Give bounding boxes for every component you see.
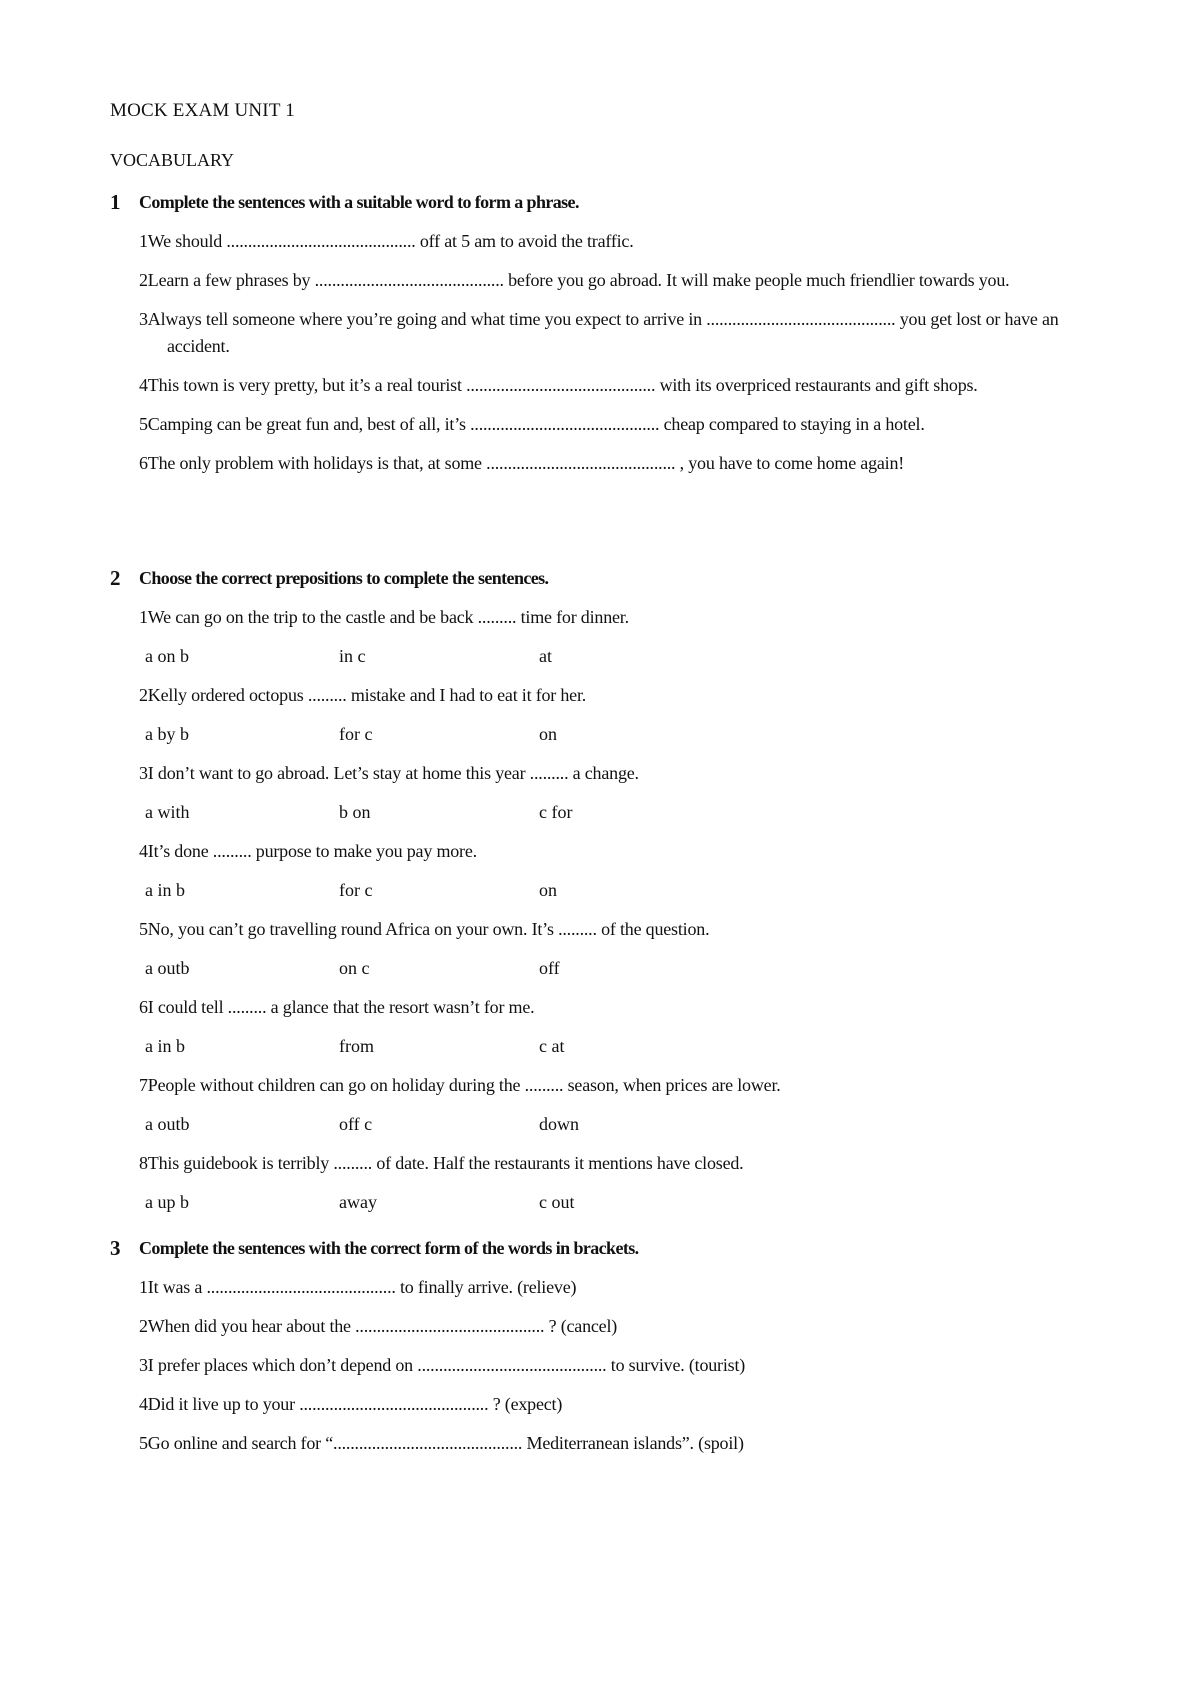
- answer-options: [139, 643, 1110, 670]
- question-item: 7People without children can go on holiday during the ......... season, when prices are lower.: [139, 1075, 781, 1095]
- option-b: away: [339, 1192, 377, 1212]
- question-item: 4This town is very pretty, but it’s a real tourist ............................................ with its overpriced restaurants and gift shops.: [139, 375, 978, 395]
- option-c: c out: [539, 1192, 575, 1212]
- exercise-number: 1: [110, 190, 121, 214]
- question-item: 1We can go on the trip to the castle and be back ......... time for dinner.: [139, 607, 629, 627]
- section-heading-vocabulary: VOCABULARY: [110, 150, 235, 170]
- question-item: 3I prefer places which don’t depend on ............................................ to survive. (tourist): [139, 1355, 746, 1375]
- question-item: 1It was a ............................................ to finally arrive. (relieve): [139, 1277, 577, 1297]
- option-a: a on b: [145, 646, 189, 666]
- option-a: a with: [145, 802, 190, 822]
- exercise-instruction: Complete the sentences with a suitable word to form a phrase.: [139, 192, 579, 212]
- option-c: c at: [539, 1036, 565, 1056]
- exercise-header: [110, 1236, 1110, 1266]
- option-c: c for: [539, 802, 573, 822]
- answer-options: [139, 1111, 1110, 1138]
- option-b: on c: [339, 958, 370, 978]
- question-item: 5No, you can’t go travelling round Africa on your own. It’s ......... of the question.: [139, 919, 710, 939]
- question-item: 6I could tell ......... a glance that the resort wasn’t for me.: [139, 997, 535, 1017]
- exercise-instruction: Complete the sentences with the correct form of the words in brackets.: [139, 1238, 639, 1258]
- question-item: 5Go online and search for “............................................ Mediterranean islands”. (spoil): [139, 1433, 744, 1453]
- option-b: from: [339, 1036, 374, 1056]
- option-c: on: [539, 880, 557, 900]
- question-item: 4Did it live up to your ............................................ ? (expect): [139, 1394, 563, 1414]
- option-c: down: [539, 1114, 579, 1134]
- option-a: a in b: [145, 880, 185, 900]
- option-c: on: [539, 724, 557, 744]
- question-item: 3Always tell someone where you’re going and what time you expect to arrive in ............................................ you get lost or have an accident.: [139, 309, 1059, 356]
- option-a: a outb: [145, 958, 190, 978]
- answer-options: [139, 955, 1110, 982]
- answer-options: [139, 1033, 1110, 1060]
- question-item: 6The only problem with holidays is that, at some ............................................ , you have to come home again!: [139, 453, 905, 473]
- answer-options: [139, 877, 1110, 904]
- option-c: off: [539, 958, 560, 978]
- page-title: MOCK EXAM UNIT 1: [110, 100, 295, 121]
- option-a: a in b: [145, 1036, 185, 1056]
- exercise-header: [110, 190, 1110, 220]
- option-a: a by b: [145, 724, 189, 744]
- option-b: for c: [339, 880, 373, 900]
- question-item: 3I don’t want to go abroad. Let’s stay at home this year ......... a change.: [139, 763, 639, 783]
- question-item: 2When did you hear about the ............................................ ? (cancel): [139, 1316, 618, 1336]
- question-item: 2Learn a few phrases by ............................................ before you go abroad. It will make people much friendlier towards you.: [139, 270, 1010, 290]
- answer-options: [139, 799, 1110, 826]
- option-b: off c: [339, 1114, 373, 1134]
- answer-options: [139, 721, 1110, 748]
- answer-options: [139, 1189, 1110, 1216]
- exercise-number: 3: [110, 1236, 121, 1260]
- exercise-2: [110, 566, 1110, 1228]
- exercise-3: [110, 1236, 1110, 1469]
- option-b: b on: [339, 802, 371, 822]
- question-item: 2Kelly ordered octopus ......... mistake and I had to eat it for her.: [139, 685, 587, 705]
- question-item: 4It’s done ......... purpose to make you pay more.: [139, 841, 477, 861]
- question-item: 1We should ............................................ off at 5 am to avoid the traffic.: [139, 231, 634, 251]
- option-b: for c: [339, 724, 373, 744]
- option-c: at: [539, 646, 552, 666]
- exercise-instruction: Choose the correct prepositions to complete the sentences.: [139, 568, 549, 588]
- option-b: in c: [339, 646, 366, 666]
- question-item: 5Camping can be great fun and, best of all, it’s ............................................ cheap compared to staying in a hotel.: [139, 414, 925, 434]
- exercise-1: [110, 190, 1110, 489]
- question-item: 8This guidebook is terribly ......... of date. Half the restaurants it mentions have closed.: [139, 1153, 744, 1173]
- exercise-number: 2: [110, 566, 121, 590]
- option-a: a outb: [145, 1114, 190, 1134]
- option-a: a up b: [145, 1192, 189, 1212]
- exercise-header: [110, 566, 1110, 596]
